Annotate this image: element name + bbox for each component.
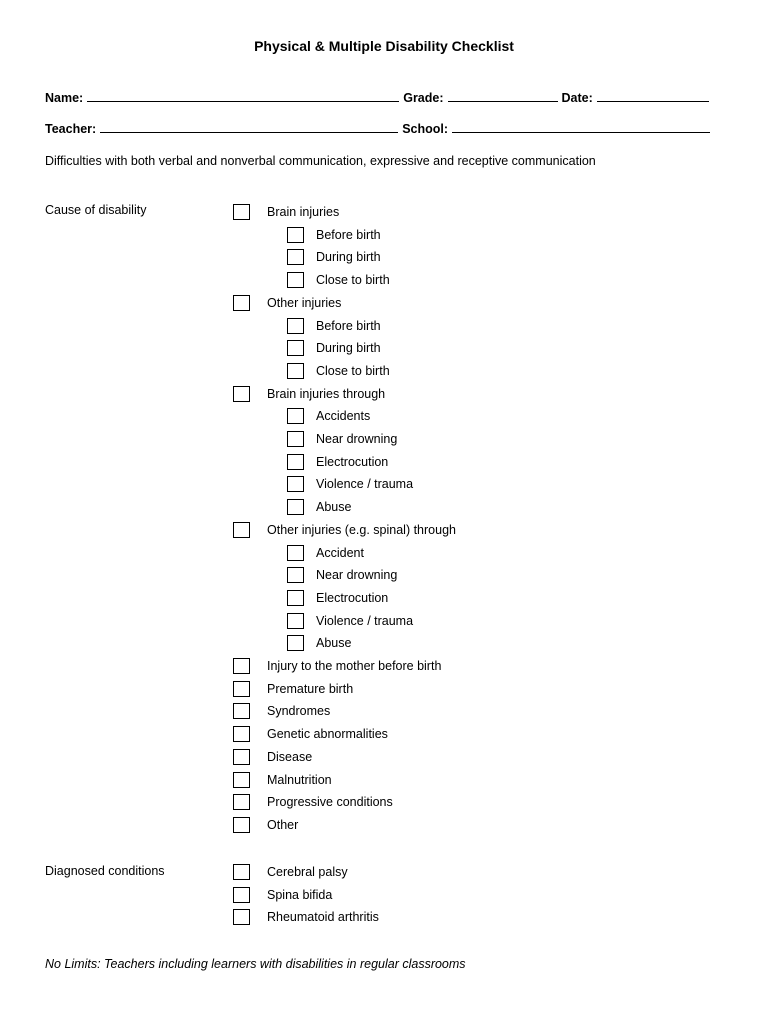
- checkbox[interactable]: [233, 658, 250, 674]
- cause-item-brain-injuries-through[interactable]: [233, 384, 385, 404]
- cause-item-other-injuries-e-g-spinal-through[interactable]: [233, 520, 456, 540]
- checkbox[interactable]: [287, 635, 304, 651]
- date-field[interactable]: [597, 90, 709, 102]
- checkbox-label: Before birth: [316, 227, 381, 242]
- cause-item-near-drowning[interactable]: [287, 429, 397, 449]
- diagnosed-item-spina-bifida[interactable]: [233, 885, 332, 905]
- cause-item-near-drowning[interactable]: [287, 565, 397, 585]
- cause-item-other[interactable]: [233, 815, 298, 835]
- checkbox[interactable]: [233, 522, 250, 538]
- diagnosed-item-rheumatoid-arthritis[interactable]: [233, 907, 379, 927]
- checkbox[interactable]: [287, 318, 304, 334]
- checkbox[interactable]: [233, 887, 250, 903]
- cause-item-accidents[interactable]: [287, 406, 370, 426]
- checkbox[interactable]: [233, 703, 250, 719]
- cause-item-violence-trauma[interactable]: [287, 474, 413, 494]
- checkbox[interactable]: [287, 454, 304, 470]
- cause-section-label: Cause of disability: [45, 203, 147, 217]
- cause-item-before-birth[interactable]: [287, 316, 381, 336]
- diagnosed-section-label: Diagnosed conditions: [45, 864, 165, 878]
- cause-item-abuse[interactable]: [287, 497, 351, 517]
- checkbox-label: Cerebral palsy: [267, 865, 348, 879]
- checkbox[interactable]: [233, 204, 250, 220]
- checkbox-label: Premature birth: [267, 681, 354, 696]
- checkbox[interactable]: [233, 749, 250, 765]
- checkbox-label: Violence / trauma: [316, 477, 414, 492]
- checkbox-label: Violence / trauma: [316, 613, 414, 628]
- checkbox[interactable]: [287, 340, 304, 356]
- cause-item-violence-trauma[interactable]: [287, 611, 413, 631]
- checkbox-label: Accident: [316, 545, 364, 560]
- checkbox[interactable]: [233, 909, 250, 925]
- checkbox-label: Rheumatoid arthritis: [267, 910, 379, 925]
- checkbox[interactable]: [287, 408, 304, 424]
- cause-item-other-injuries[interactable]: [233, 293, 341, 313]
- cause-item-syndromes[interactable]: [233, 701, 330, 721]
- checkbox-label: Other: [267, 817, 299, 832]
- cause-item-electrocution[interactable]: [287, 588, 388, 608]
- cause-item-close-to-birth[interactable]: [287, 270, 390, 290]
- checkbox-label: Accidents: [316, 409, 371, 424]
- checkbox[interactable]: [287, 567, 304, 583]
- checkbox-label: Near drowning: [316, 432, 398, 446]
- cause-item-close-to-birth[interactable]: [287, 361, 390, 381]
- checkbox[interactable]: [287, 431, 304, 447]
- checkbox[interactable]: [287, 545, 304, 561]
- checkbox[interactable]: [233, 794, 250, 810]
- checkbox-label: Syndromes: [267, 704, 331, 719]
- checkbox[interactable]: [287, 476, 304, 492]
- cause-item-disease[interactable]: [233, 747, 312, 767]
- school-field[interactable]: [452, 121, 710, 133]
- checkbox[interactable]: [287, 249, 304, 265]
- cause-item-premature-birth[interactable]: [233, 679, 353, 699]
- checkbox-label: Abuse: [316, 500, 352, 515]
- checkbox-label: During birth: [316, 341, 381, 356]
- cause-item-brain-injuries[interactable]: [233, 202, 339, 222]
- cause-item-injury-to-the-mother-before-birth[interactable]: [233, 656, 441, 676]
- checkbox-label: Before birth: [316, 318, 381, 333]
- grade-field[interactable]: [448, 90, 558, 102]
- checkbox-label: Malnutrition: [267, 772, 332, 787]
- checkbox-label: Injury to the mother before birth: [267, 659, 442, 673]
- school-label: School:: [402, 122, 449, 136]
- diagnosed-item-cerebral-palsy[interactable]: [233, 862, 348, 882]
- name-field[interactable]: [87, 90, 399, 102]
- checkbox[interactable]: [287, 272, 304, 288]
- checkbox[interactable]: [233, 386, 250, 402]
- date-label: Date:: [561, 91, 593, 105]
- checkbox-label: Disease: [267, 749, 313, 764]
- checkbox[interactable]: [287, 363, 304, 379]
- page-title: Physical & Multiple Disability Checklist: [254, 38, 514, 54]
- checkbox[interactable]: [233, 864, 250, 880]
- teacher-field[interactable]: [100, 121, 398, 133]
- checkbox-label: Close to birth: [316, 363, 390, 378]
- cause-item-electrocution[interactable]: [287, 452, 388, 472]
- checkbox-label: During birth: [316, 250, 381, 265]
- checkbox-label: Close to birth: [316, 273, 390, 288]
- checkbox-label: Brain injuries: [267, 205, 340, 219]
- cause-item-accident[interactable]: [287, 543, 364, 563]
- checkbox[interactable]: [287, 499, 304, 515]
- header-fields-row-1: [45, 90, 723, 105]
- checkbox-label: Other injuries (e.g. spinal) through: [267, 522, 456, 537]
- cause-item-during-birth[interactable]: [287, 247, 381, 267]
- checkbox-label: Electrocution: [316, 590, 389, 605]
- cause-item-during-birth[interactable]: [287, 338, 381, 358]
- cause-item-abuse[interactable]: [287, 633, 351, 653]
- checkbox[interactable]: [287, 613, 304, 629]
- cause-item-progressive-conditions[interactable]: [233, 792, 393, 812]
- checkbox-label: Other injuries: [267, 295, 342, 310]
- checkbox[interactable]: [233, 726, 250, 742]
- checkbox-label: Near drowning: [316, 568, 398, 583]
- name-label: Name:: [45, 91, 84, 105]
- intro-text: Difficulties with both verbal and nonverbal communication, expressive and receptive communication: [45, 154, 596, 168]
- checkbox[interactable]: [287, 227, 304, 243]
- checkbox-label: Spina bifida: [267, 887, 333, 902]
- checkbox-label: Progressive conditions: [267, 795, 393, 810]
- cause-item-before-birth[interactable]: [287, 225, 381, 245]
- checkbox-label: Brain injuries through: [267, 386, 386, 401]
- checkbox[interactable]: [287, 590, 304, 606]
- header-fields-row-2: [45, 121, 723, 136]
- grade-label: Grade:: [403, 91, 444, 105]
- checkbox-label: Abuse: [316, 636, 352, 651]
- cause-item-malnutrition[interactable]: [233, 770, 332, 790]
- checkbox-label: Genetic abnormalities: [267, 727, 388, 742]
- checkbox[interactable]: [233, 817, 250, 833]
- footer-text: No Limits: Teachers including learners with disabilities in regular classrooms: [45, 957, 466, 971]
- checkbox[interactable]: [233, 681, 250, 697]
- checkbox[interactable]: [233, 295, 250, 311]
- checkbox[interactable]: [233, 772, 250, 788]
- cause-item-genetic-abnormalities[interactable]: [233, 724, 388, 744]
- checkbox-label: Electrocution: [316, 454, 389, 469]
- teacher-label: Teacher:: [45, 122, 97, 136]
